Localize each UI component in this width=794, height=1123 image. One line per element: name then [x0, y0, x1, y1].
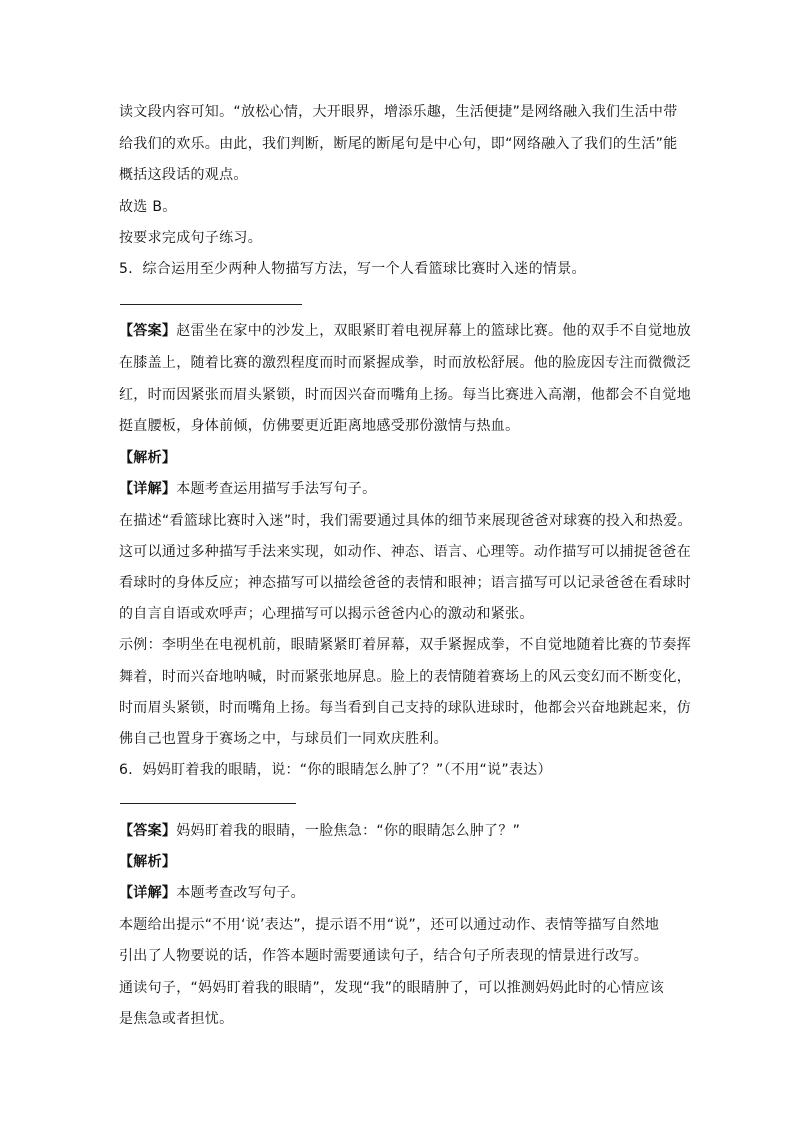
question-6: 6．妈妈盯着我的眼睛，说：“你的眼睛怎么肿了？”（不用“说”表达）: [119, 762, 552, 778]
text-line: 在膝盖上，随着比赛的激烈程度而时而紧握成拳，时而放松舒展。他的脸庞因专注而微微泛: [119, 355, 691, 371]
detail-tag: 【详解】: [119, 885, 177, 901]
text-line: 挺直腰板，身体前倾，仿佛要更近距离地感受那份激情与热血。: [119, 418, 520, 434]
text-line: 按要求完成句子练习。: [119, 230, 262, 246]
answer-line-5: [119, 321, 691, 341]
answer-tag: 【答案】: [119, 823, 177, 839]
detail-line-5: [119, 479, 376, 499]
text-line: 本题给出提示“不用‘说’表达”，提示语不用“说”，还可以通过动作、表情等描写自然地: [119, 917, 660, 933]
question-5: 5．综合运用至少两种人物描写方法，写一个人看篮球比赛时入迷的情景。: [119, 261, 586, 277]
text-line: 示例：李明坐在电视机前，眼睛紧紧盯着屏幕，双手紧握成拳，不自觉地随着比赛的节奏挥: [119, 637, 691, 653]
text-line: 读文段内容可知。“放松心情，大开眼界，增添乐趣，生活便捷”是网络融入我们生活中带: [119, 104, 678, 120]
text-line: 这可以通过多种描写手法来实现，如动作、神态、语言、心理等。动作描写可以捕捉爸爸在: [119, 544, 691, 560]
text-line: 看球时的身体反应；神态描写可以描绘爸爸的表情和眼神；语言描写可以记录爸爸在看球时: [119, 575, 691, 591]
answer-text: 妈妈盯着我的眼睛，一脸焦急：“你的眼睛怎么肿了？”: [176, 823, 521, 839]
text-line: 给我们的欢乐。由此，我们判断，断尾的断尾句是中心句，即“网络融入了我们的生活”能: [119, 136, 678, 152]
text-line: 的自言自语或欢呼声；心理描写可以揭示爸爸内心的激动和紧张。: [119, 606, 534, 622]
text-line: 时而眉头紧锁，时而嘴角上扬。每当看到自己支持的球队进球时，他都会兴奋地跳起来，仿: [119, 700, 691, 716]
detail-text: 本题考查改写句子。: [176, 885, 305, 901]
text-line: 佛自己也置身于赛场之中，与球员们一同欢庆胜利。: [119, 731, 448, 747]
answer-line-6: [119, 821, 520, 841]
text-line: 引出了人物要说的话，作答本题时需要通读句子，结合句子所表现的情景进行改写。: [119, 948, 649, 964]
analysis-tag: 【解析】: [119, 854, 177, 870]
text-line: 故选 B。: [119, 199, 177, 215]
text-line: 红，时而因紧张而眉头紧锁，时而因兴奋而嘴角上扬。每当比赛进入高潮，他都会不自觉地: [119, 387, 691, 403]
text-line: 在描述“看篮球比赛时入迷”时，我们需要通过具体的细节来展现爸爸对球赛的投入和热爱。: [119, 513, 692, 529]
detail-text: 本题考查运用描写手法写句子。: [176, 481, 377, 497]
answer-blank-line-6: [120, 803, 296, 804]
text-line: 概括这段话的观点。: [119, 167, 248, 183]
answer-text: 赵雷坐在家中的沙发上，双眼紧盯着电视屏幕上的篮球比赛。他的双手不自觉地放: [176, 323, 692, 339]
answer-blank-line-5: [120, 304, 302, 305]
analysis-tag: 【解析】: [119, 450, 177, 466]
answer-tag: 【答案】: [119, 323, 177, 339]
detail-tag: 【详解】: [119, 481, 177, 497]
text-line: 舞着，时而兴奋地呐喊，时而紧张地屏息。脸上的表情随着赛场上的风云变幻而不断变化，: [119, 669, 691, 685]
detail-line-6: [119, 883, 305, 903]
text-line: 是焦急或者担忧。: [119, 1011, 234, 1027]
text-line: 通读句子，“妈妈盯着我的眼睛”，发现“我”的眼睛肿了，可以推测妈妈此时的心情应该: [119, 980, 665, 996]
